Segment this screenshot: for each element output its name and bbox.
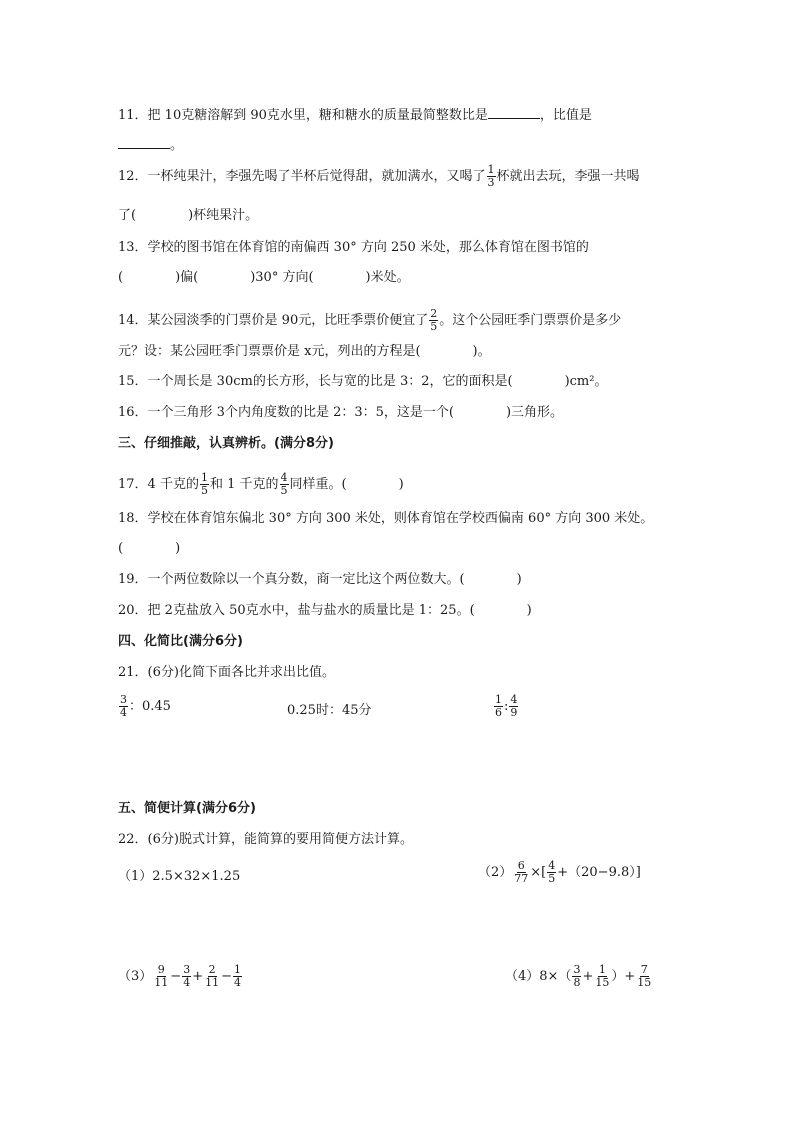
q21-c1-den: 6: [495, 706, 502, 719]
section-3-title: 三、仔细推敲，认真辨析。(满分8分): [118, 436, 334, 451]
q21-c2-den: 9: [510, 706, 518, 719]
q22-p4-f3-num: 7: [640, 963, 648, 976]
q14-text-c: 元？设：某公园旺季门票票价是 x元，列出的方程是( )。: [118, 344, 491, 359]
question-12: [118, 164, 640, 189]
q22-p3-f4-den: 4: [234, 976, 241, 989]
q22-p3-f1-num: 9: [157, 963, 165, 976]
q22-part-4: [505, 964, 653, 989]
q12-frac-den: 3: [487, 176, 495, 189]
q14-text-b: 。这个公园旺季门票票价是多少: [439, 313, 622, 328]
q17-f2-num: 4: [280, 471, 288, 484]
q21-a-rest: ：0.45: [129, 699, 171, 714]
q14-fraction: [429, 308, 438, 333]
q21-c-sep: :: [504, 699, 509, 714]
q21-a-fraction: [119, 694, 128, 719]
q22-p2-end: +（20−9.8）]: [557, 865, 641, 880]
q21-a-den: 4: [120, 706, 127, 719]
q22-p2-f1-den: 77: [514, 872, 529, 885]
q14-frac-den: 5: [430, 320, 438, 333]
question-12-cont: [118, 208, 258, 224]
q22-p4-f2-den: 15: [595, 976, 610, 989]
q17-text-b: 和 1 千克的: [209, 477, 279, 492]
section-5-title: 五、简便计算(满分6分): [118, 801, 256, 816]
q22-p3-f4-num: 1: [234, 963, 241, 976]
q22-p2-fraction-2: [547, 860, 556, 885]
q18-text-b: ( ): [118, 541, 181, 556]
q21-c-fraction-1: [494, 694, 503, 719]
q22-p4-fraction-1: [572, 964, 581, 989]
q22-p3-op1: −: [170, 969, 182, 984]
question-18: [118, 511, 653, 527]
q21-c-fraction-2: [509, 694, 518, 719]
q12-text-b: 杯就出去玩，李强一共喝: [496, 169, 640, 184]
question-22: [118, 832, 413, 848]
q17-text-c: 同样重。( ): [289, 477, 404, 492]
q22-part-3: [118, 964, 243, 989]
q22-p4-mid: ）+: [611, 969, 636, 984]
q21-part-c: [493, 694, 519, 719]
q22-part-2: [478, 860, 641, 885]
section-4-title: 四、化简比(满分6分): [118, 634, 243, 649]
q19-text: 19．一个两位数除以一个真分数，商一定比这个两位数大。( ): [118, 572, 522, 587]
q21-c2-num: 4: [510, 693, 518, 706]
q22-p3-f3-den: 11: [205, 976, 220, 989]
question-13-cont: [118, 270, 410, 286]
q12-frac-num: 1: [487, 163, 495, 176]
q22-p2-f2-num: 4: [548, 859, 556, 872]
q22-p3-fraction-3: [204, 964, 220, 989]
q17-f2-den: 5: [280, 484, 288, 497]
q20-text: 20．把 2克盐放入 50克水中，盐与盐水的质量比是 1：25。( ): [118, 603, 532, 618]
q22-p2-f2-den: 5: [548, 872, 556, 885]
q21-part-a: [118, 694, 171, 719]
q22-part-1: （1）2.5×32×1.25: [118, 869, 241, 884]
q16-text: 16．一个三角形 3个内角度数的比是 2：3：5，这是一个( )三角形。: [118, 405, 564, 420]
q11-text-a: 11．把 10克糖溶解到 90克水里，糖和糖水的质量最简整数比是: [118, 108, 488, 123]
question-20: [118, 603, 532, 619]
q21-a-num: 3: [120, 693, 127, 706]
q22-p3-label: （3）: [118, 969, 153, 984]
q22-p4-fraction-2: [594, 964, 610, 989]
q12-text-a: 12．一杯纯果汁，李强先喝了半杯后觉得甜，就加满水，又喝了: [118, 169, 486, 184]
question-14-cont: [118, 344, 491, 360]
q15-text: 15．一个周长是 30cm的长方形，长与宽的比是 3：2，它的面积是( )cm²。: [118, 374, 608, 389]
q22-p3-f2-den: 4: [183, 976, 191, 989]
question-11-cont: [118, 136, 183, 154]
question-19: [118, 572, 522, 588]
q17-fraction-2: [280, 472, 289, 497]
q22-text: 22．(6分)脱式计算，能简算的要用简便方法计算。: [118, 832, 413, 847]
q17-f1-num: 1: [200, 471, 208, 484]
q22-p3-f2-num: 3: [183, 963, 191, 976]
q22-p4-op: +: [582, 969, 594, 984]
q22-p2-label: （2）: [478, 865, 513, 880]
q22-p3-f1-den: 11: [154, 976, 169, 989]
q11-text-c: 。: [170, 138, 184, 153]
q22-p3-fraction-1: [153, 964, 169, 989]
q17-f1-den: 5: [200, 484, 208, 497]
q11-blank-value[interactable]: [118, 136, 170, 149]
q22-p3-op3: −: [221, 969, 232, 984]
question-11: [118, 106, 592, 124]
q22-p4-fraction-3: [636, 964, 652, 989]
q22-p4-f1-num: 3: [573, 963, 581, 976]
question-15: [118, 374, 607, 390]
q12-fraction: [487, 164, 496, 189]
q22-p3-fraction-2: [182, 964, 191, 989]
q11-text-b: ，比值是: [539, 108, 592, 123]
q22-p2-f1-num: 6: [517, 859, 525, 872]
q13-text-b: ( )偏( )30° 方向( )米处。: [118, 270, 410, 285]
q17-fraction-1: [200, 472, 209, 497]
q21-text: 21．(6分)化简下面各比并求出比值。: [118, 665, 335, 680]
question-21: [118, 665, 335, 681]
q22-p4-f1-den: 8: [573, 976, 581, 989]
q12-text-c: 了( )杯纯果汁。: [118, 208, 259, 223]
q22-p3-f3-num: 2: [208, 963, 216, 976]
q22-p4-f2-num: 1: [598, 963, 606, 976]
question-16: [118, 405, 563, 421]
q17-text-a: 17．4 千克的: [118, 477, 199, 492]
q21-c1-num: 1: [495, 693, 502, 706]
q14-frac-num: 2: [430, 307, 438, 320]
q22-p3-op2: +: [192, 969, 204, 984]
question-14: [118, 308, 621, 333]
q22-p2-fraction-1: [513, 860, 529, 885]
q22-p3-fraction-4: [233, 964, 242, 989]
question-13: [118, 240, 589, 256]
q22-p4-f3-den: 15: [637, 976, 652, 989]
q21-part-b: 0.25时：45分: [287, 703, 372, 718]
q22-p4-label: （4）8×（: [505, 969, 572, 984]
q18-text-a: 18．学校在体育馆东偏北 30° 方向 300 米处，则体育馆在学校西偏南 60° 方向 300 米处。: [118, 511, 654, 526]
q13-text-a: 13．学校的图书馆在体育馆的南偏西 30° 方向 250 米处，那么体育馆在图书馆的: [118, 240, 589, 255]
q22-p2-mid: ×[: [530, 865, 547, 880]
question-18-cont: [118, 541, 180, 557]
q14-text-a: 14．某公园淡季的门票价是 90元，比旺季票价便宜了: [118, 313, 429, 328]
q11-blank-ratio[interactable]: [488, 106, 540, 119]
question-17: [118, 472, 404, 497]
